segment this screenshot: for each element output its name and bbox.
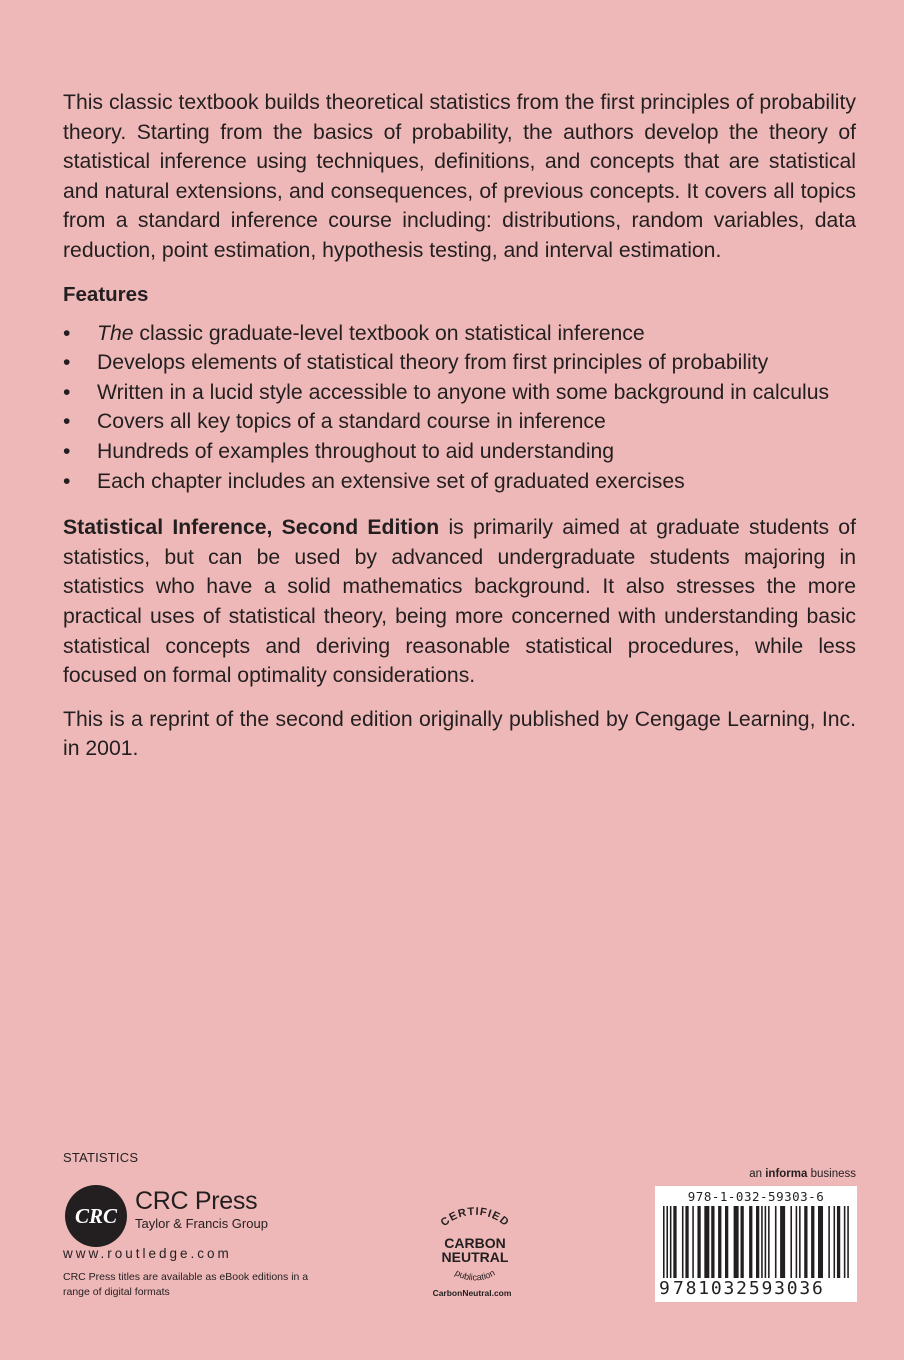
barcode-bar: [834, 1206, 836, 1278]
barcode-bar: [670, 1206, 672, 1278]
barcode-bar: [761, 1206, 763, 1278]
barcode-bar: [780, 1206, 785, 1278]
bullet: •: [63, 469, 71, 493]
feature-item: [63, 467, 856, 497]
features-list: [63, 319, 856, 497]
barcode-bar: [844, 1206, 846, 1278]
barcode-bar: [704, 1206, 709, 1278]
barcode-bar: [734, 1206, 739, 1278]
informa-business: [749, 1168, 856, 1180]
barcode-bar: [796, 1206, 798, 1278]
bullet: •: [63, 410, 71, 434]
reprint-note: This is a reprint of the second edition originally published by Cengage Learning, Inc. in 2001.: [63, 707, 856, 761]
barcode-bar: [756, 1206, 759, 1278]
barcode-bar: [790, 1206, 792, 1278]
barcode-bar: [837, 1206, 840, 1278]
carbon-site-text: CarbonNeutral.com: [432, 1288, 512, 1298]
isbn-barcode: [655, 1186, 857, 1302]
carbon-neutral-logo: [420, 1196, 530, 1306]
isbn-first-digit: 9: [659, 1278, 670, 1299]
barcode-bar: [775, 1206, 777, 1278]
feature-emphasis: The: [97, 321, 134, 345]
website-link[interactable]: www.routledge.com: [63, 1246, 232, 1261]
ebook-note: CRC Press titles are available as eBook editions in a range of digital formats: [63, 1271, 309, 1298]
informa-prefix: an: [749, 1168, 766, 1180]
feature-text: classic graduate-level textbook on statistical inference: [133, 321, 645, 345]
neutral-word: NEUTRAL: [441, 1249, 509, 1265]
publisher-group: Taylor & Francis Group: [135, 1216, 268, 1231]
barcode-bar: [663, 1206, 665, 1278]
barcode-bar: [725, 1206, 728, 1278]
feature-text: Each chapter includes an extensive set of graduated exercises: [97, 469, 685, 493]
book-title: Statistical Inference, Second Edition: [63, 516, 440, 540]
barcode-bar: [718, 1206, 721, 1278]
feature-text: Develops elements of statistical theory from first principles of probability: [97, 351, 769, 375]
summary-paragraph: [63, 513, 856, 691]
barcode-bar: [692, 1206, 694, 1278]
barcode-bar: [697, 1206, 700, 1278]
barcode-bar: [818, 1206, 823, 1278]
carbon-word: CARBON: [444, 1235, 506, 1251]
barcode-bar: [711, 1206, 714, 1278]
crc-logo: [63, 1183, 129, 1249]
crc-logo-text: CRC: [74, 1204, 118, 1228]
feature-item: [63, 407, 856, 437]
barcode-bar: [666, 1206, 668, 1278]
summary-text: is primarily aimed at graduate students of statistics, but can be used by advanced undergraduate students majoring in statistics who have a solid mathematics background. It also stresses the more practical uses of statistical theory, being more concerned with understanding basic statistical concepts and deriving reasonable statistical procedures, while less focused on formal optimality considerations.: [63, 516, 856, 688]
carbon-certified-text: CERTIFIED: [438, 1205, 512, 1230]
barcode-bar: [768, 1206, 770, 1278]
isbn-digits-row: [655, 1278, 857, 1302]
informa-brand: informa: [765, 1168, 808, 1180]
bullet: •: [63, 380, 71, 404]
barcode-bar: [799, 1206, 801, 1278]
barcode-bar: [673, 1206, 676, 1278]
barcode-bar: [811, 1206, 814, 1278]
barcode-bar: [765, 1206, 767, 1278]
barcode-bar: [847, 1206, 849, 1278]
informa-suffix: business: [807, 1168, 856, 1180]
back-cover-text: [63, 88, 856, 764]
barcode-bar: [685, 1206, 688, 1278]
feature-item: [63, 437, 856, 467]
feature-item: [63, 378, 856, 408]
carbon-publication-text: publication: [453, 1267, 497, 1283]
subject-category: STATISTICS: [63, 1150, 139, 1165]
barcode-bar: [749, 1206, 752, 1278]
bullet: •: [63, 321, 71, 345]
barcode-bar: [828, 1206, 830, 1278]
barcode-bar: [682, 1206, 684, 1278]
intro-paragraph: This classic textbook builds theoretical statistics from the first principles of probability theory. Starting from the basics of probability, the authors develop the theory of statistical inference using techniques, definitions, and concepts that are statistical and natural extensions, and consequences, of previous concepts. It covers all topics from a standard inference course including: distributions, random variables, data reduction, point estimation, hypothesis testing, and interval estimation.: [63, 91, 856, 262]
feature-text: Hundreds of examples throughout to aid understanding: [97, 439, 615, 463]
feature-text: Covers all key topics of a standard course in inference: [97, 410, 606, 434]
barcode-bar: [804, 1206, 807, 1278]
bullet: •: [63, 439, 71, 463]
barcode-bar: [741, 1206, 744, 1278]
isbn-hyphenated: 978-1-032-59303-6: [687, 1189, 825, 1204]
features-heading: Features: [63, 282, 149, 306]
bullet: •: [63, 351, 71, 375]
feature-text: Written in a lucid style accessible to anyone with some background in calculus: [97, 380, 830, 404]
barcode-bars: [661, 1206, 851, 1282]
publisher-name: CRC Press: [135, 1187, 258, 1215]
feature-item: [63, 348, 856, 378]
isbn-digits: 781032593036: [673, 1278, 825, 1299]
feature-item: [63, 319, 856, 349]
